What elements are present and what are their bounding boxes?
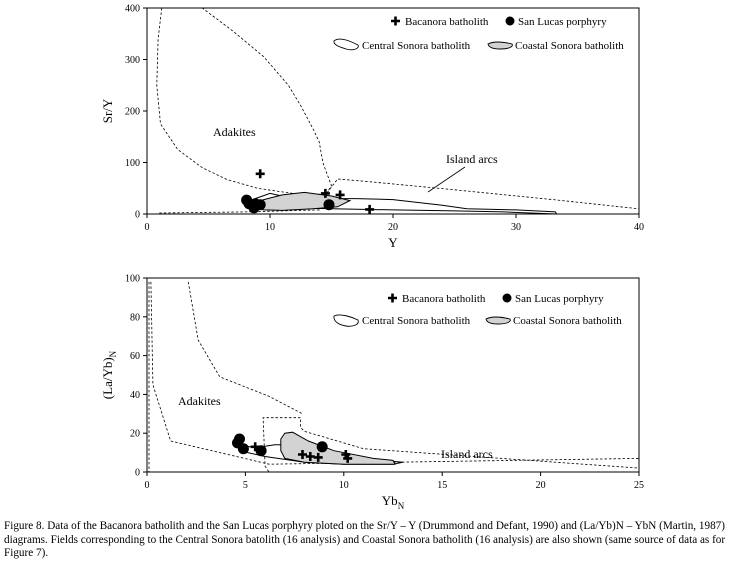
x-tick-label: 25 xyxy=(634,480,644,491)
legend-circle-marker xyxy=(506,17,515,26)
x-tick-label: 0 xyxy=(144,480,150,491)
y-tick-label: 60 xyxy=(130,351,140,363)
legend-label-coastal: Coastal Sonora batholith xyxy=(515,40,624,52)
field-label-island-arcs: Island arcs xyxy=(441,447,493,461)
coastal-sonora-field xyxy=(281,432,395,464)
axes-layer xyxy=(125,4,644,234)
adakites-field-boundary xyxy=(157,8,332,196)
y-axis-label xyxy=(100,350,118,399)
san-lucas-point xyxy=(234,434,245,445)
y-tick-label: 300 xyxy=(125,55,140,66)
legend-central-swatch xyxy=(334,39,358,50)
san-lucas-point xyxy=(255,199,266,210)
y-tick-label: 0 xyxy=(135,467,140,479)
adakites-field-boundary xyxy=(151,282,639,464)
axes-layer xyxy=(125,274,644,492)
island-arcs-field-boundary xyxy=(159,179,639,213)
legend-label-coastal: Coastal Sonora batholith xyxy=(513,315,622,327)
y-tick-label: 100 xyxy=(125,273,140,285)
san-lucas-point xyxy=(324,199,335,210)
x-axis-label: Y xyxy=(388,235,398,250)
legend-label-central: Central Sonora batholith xyxy=(362,315,471,327)
x-axis-label-subscript: N xyxy=(397,501,405,511)
x-tick-label: 40 xyxy=(634,222,644,233)
figure-caption: Figure 8. Data of the Bacanora batholith and the San Lucas porphyry ploted on the Sr/Y – Y (Drummond and Defant, 1990) and (La/Yb)N – YbN (Martin, 1987) diagrams. Fields corresponding to the Central Sonora batolith (16 analysis) and Coastal Sonora batholith (16 analysis) are also shown (same source of data as for Figure 7). xyxy=(4,520,726,559)
y-tick-label: 100 xyxy=(125,158,140,169)
plot-frame xyxy=(147,278,639,472)
x-axis-label xyxy=(382,493,405,511)
chart-sr-y xyxy=(100,4,644,251)
legend-plus-marker xyxy=(391,17,400,26)
y-tick-label: 80 xyxy=(130,312,140,324)
legend-label-central: Central Sonora batholith xyxy=(362,40,471,52)
chart-la-yb xyxy=(100,274,644,512)
plot-frame xyxy=(147,8,639,214)
legend-plus-marker xyxy=(388,294,397,303)
y-tick-label: 40 xyxy=(130,389,140,401)
x-tick-label: 10 xyxy=(265,222,275,233)
x-axis-label-main: Yb xyxy=(381,493,398,508)
x-tick-label: 20 xyxy=(388,222,398,233)
legend-circle-marker xyxy=(503,294,512,303)
y-axis-label: Sr/Y xyxy=(100,98,115,124)
x-tick-label: 20 xyxy=(535,480,546,491)
field-label-island-arcs: Island arcs xyxy=(446,152,498,166)
legend-coastal-swatch xyxy=(488,42,512,49)
island-arcs-leader xyxy=(428,167,465,192)
field-layer xyxy=(149,282,639,472)
y-axis-label-subscript: N xyxy=(108,350,118,358)
x-tick-label: 15 xyxy=(437,480,448,491)
x-tick-label: 30 xyxy=(511,222,521,233)
san-lucas-point xyxy=(238,443,249,454)
san-lucas-point xyxy=(317,441,328,452)
y-tick-label: 20 xyxy=(130,428,140,440)
legend-label-san-lucas: San Lucas porphyry xyxy=(518,16,607,28)
bacanora-point xyxy=(365,205,374,214)
field-layer xyxy=(157,8,639,214)
legend xyxy=(334,293,622,327)
island-arcs-field-boundary xyxy=(149,282,639,472)
legend-label-bacanora: Bacanora batholith xyxy=(405,16,489,28)
legend xyxy=(334,16,624,52)
x-tick-label: 5 xyxy=(242,480,248,491)
x-tick-label: 0 xyxy=(144,222,150,233)
legend-label-bacanora: Bacanora batholith xyxy=(402,293,486,305)
san-lucas-point xyxy=(256,445,267,456)
legend-central-swatch xyxy=(334,315,358,326)
field-label-adakites: Adakites xyxy=(213,125,256,139)
y-axis-label-main: (La/Yb) xyxy=(100,357,115,400)
x-tick-label: 10 xyxy=(338,480,349,491)
legend-label-san-lucas: San Lucas porphyry xyxy=(515,293,604,305)
y-tick-label: 0 xyxy=(135,209,140,221)
bacanora-point xyxy=(256,169,265,178)
y-tick-label: 400 xyxy=(125,3,140,15)
legend-coastal-swatch xyxy=(486,317,510,324)
field-label-adakites: Adakites xyxy=(178,394,221,408)
y-tick-label: 200 xyxy=(125,106,140,118)
